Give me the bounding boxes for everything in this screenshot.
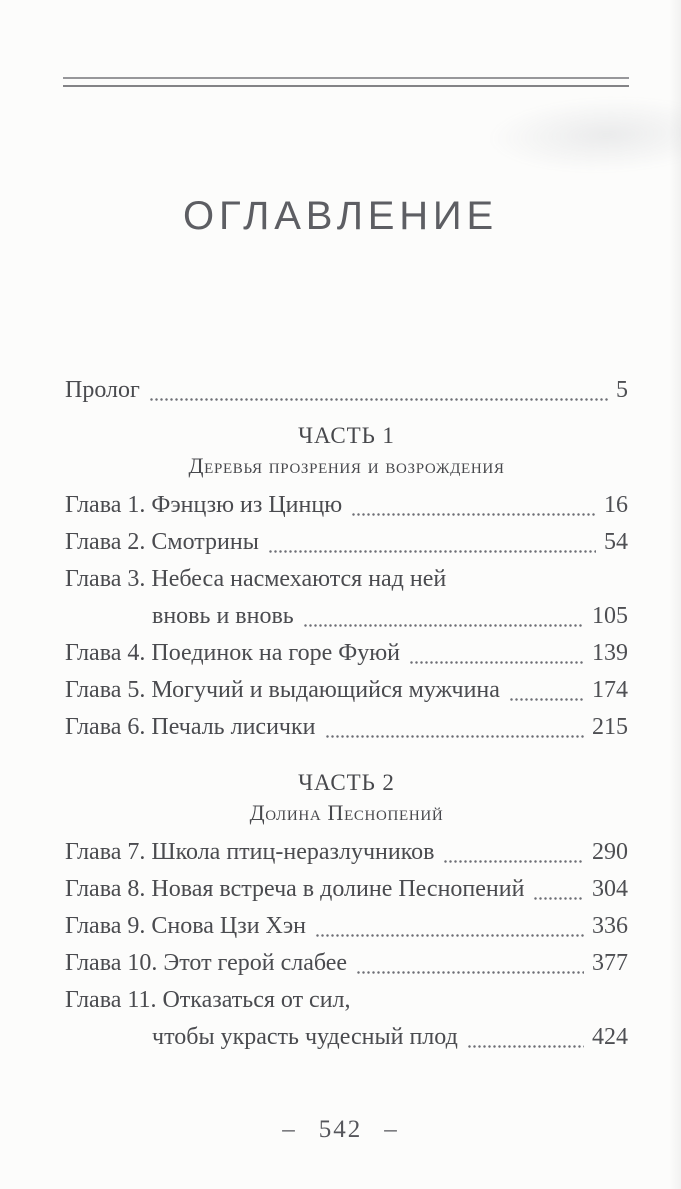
toc-entry-line — [65, 908, 628, 945]
dot-leader — [509, 698, 584, 701]
toc-entry-page: 424 — [592, 1024, 628, 1050]
dot-leader — [443, 860, 584, 863]
toc-entry-line — [65, 871, 628, 908]
dot-leader — [533, 897, 584, 900]
dot-leader — [351, 513, 596, 516]
toc-entry-label: Глава 10. Этот герой слабее — [65, 950, 348, 976]
toc-entry-page: 54 — [604, 529, 628, 555]
toc-entry-label: Глава 4. Поединок на горе Фуюй — [65, 640, 401, 666]
page-footer — [0, 1116, 681, 1144]
toc-entry-page: 304 — [592, 876, 628, 902]
dot-leader — [356, 971, 584, 974]
toc-entry — [65, 871, 628, 908]
toc-entry-label: Глава 8. Новая встреча в долине Песнопений — [65, 876, 525, 902]
toc-part — [65, 768, 628, 1056]
toc-entry-line — [65, 834, 628, 871]
toc-entry — [65, 945, 628, 982]
toc-entry — [65, 709, 628, 746]
toc-entry-line — [65, 487, 628, 524]
dot-leader — [268, 550, 596, 553]
toc-entry-label: Глава 2. Смотрины — [65, 529, 259, 555]
toc-entry-label: Глава 5. Могучий и выдающийся мужчина — [65, 677, 500, 703]
toc-entry-line — [65, 635, 628, 672]
toc-entry-label: Глава 3. Небеса насмехаются над ней — [65, 566, 447, 592]
toc-entry-line — [65, 524, 628, 561]
toc-entry-page: 5 — [616, 377, 628, 403]
toc-entry-line — [65, 672, 628, 709]
toc-entry — [65, 635, 628, 672]
dot-leader — [303, 624, 584, 627]
toc-entry-page: 290 — [592, 839, 628, 865]
page-title: ОГЛАВЛЕНИЕ — [183, 194, 498, 238]
toc-entry — [65, 982, 628, 1056]
toc-entry-line — [65, 1019, 628, 1056]
part-title: ЧАСТЬ 2 — [298, 770, 395, 795]
toc-entry-line — [65, 982, 628, 1019]
part-title: ЧАСТЬ 1 — [298, 423, 395, 448]
toc-entry-line — [65, 561, 628, 598]
page-showthrough-artifact — [486, 95, 681, 177]
toc-entry-label: вновь и вновь — [152, 603, 294, 629]
table-of-contents — [65, 372, 628, 1056]
toc-entry-label: Глава 11. Отказаться от сил, — [65, 987, 351, 1013]
dot-leader — [325, 735, 585, 738]
toc-entry — [65, 561, 628, 635]
dot-leader — [467, 1045, 584, 1048]
toc-entry-label: Пролог — [65, 377, 140, 403]
toc-entry — [65, 908, 628, 945]
toc-entry-page: 336 — [592, 913, 628, 939]
part-subtitle: Деревья прозрения и возрождения — [188, 453, 505, 478]
dot-leader — [409, 661, 584, 664]
toc-entry-label: Глава 7. Школа птиц-неразлучников — [65, 839, 435, 865]
toc-entry-label: Глава 6. Печаль лисички — [65, 714, 316, 740]
part-subtitle: Долина Песнопений — [249, 800, 444, 825]
toc-entry — [65, 672, 628, 709]
toc-entry — [65, 834, 628, 871]
toc-entry — [65, 487, 628, 524]
dot-leader — [149, 398, 608, 401]
toc-entry-page: 139 — [592, 640, 628, 666]
toc-entry-line — [65, 598, 628, 635]
toc-entry-label: чтобы украсть чудесный плод — [152, 1024, 458, 1050]
toc-entry-page: 377 — [592, 950, 628, 976]
toc-entry-page: 16 — [604, 492, 628, 518]
header-double-rule — [63, 77, 629, 87]
toc-entry — [65, 524, 628, 561]
toc-entry-line — [65, 709, 628, 746]
toc-entry-prologue — [65, 372, 628, 409]
toc-parts — [65, 421, 628, 1056]
toc-part — [65, 421, 628, 746]
toc-entry-page: 215 — [592, 714, 628, 740]
page-number: – 542 – — [282, 1116, 399, 1143]
toc-entry-line — [65, 945, 628, 982]
toc-entry-label: Глава 1. Фэнцзю из Цинцю — [65, 492, 343, 518]
dot-leader — [315, 934, 584, 937]
toc-entry-page: 105 — [592, 603, 628, 629]
toc-entry-label: Глава 9. Снова Цзи Хэн — [65, 913, 307, 939]
toc-entry-page: 174 — [592, 677, 628, 703]
